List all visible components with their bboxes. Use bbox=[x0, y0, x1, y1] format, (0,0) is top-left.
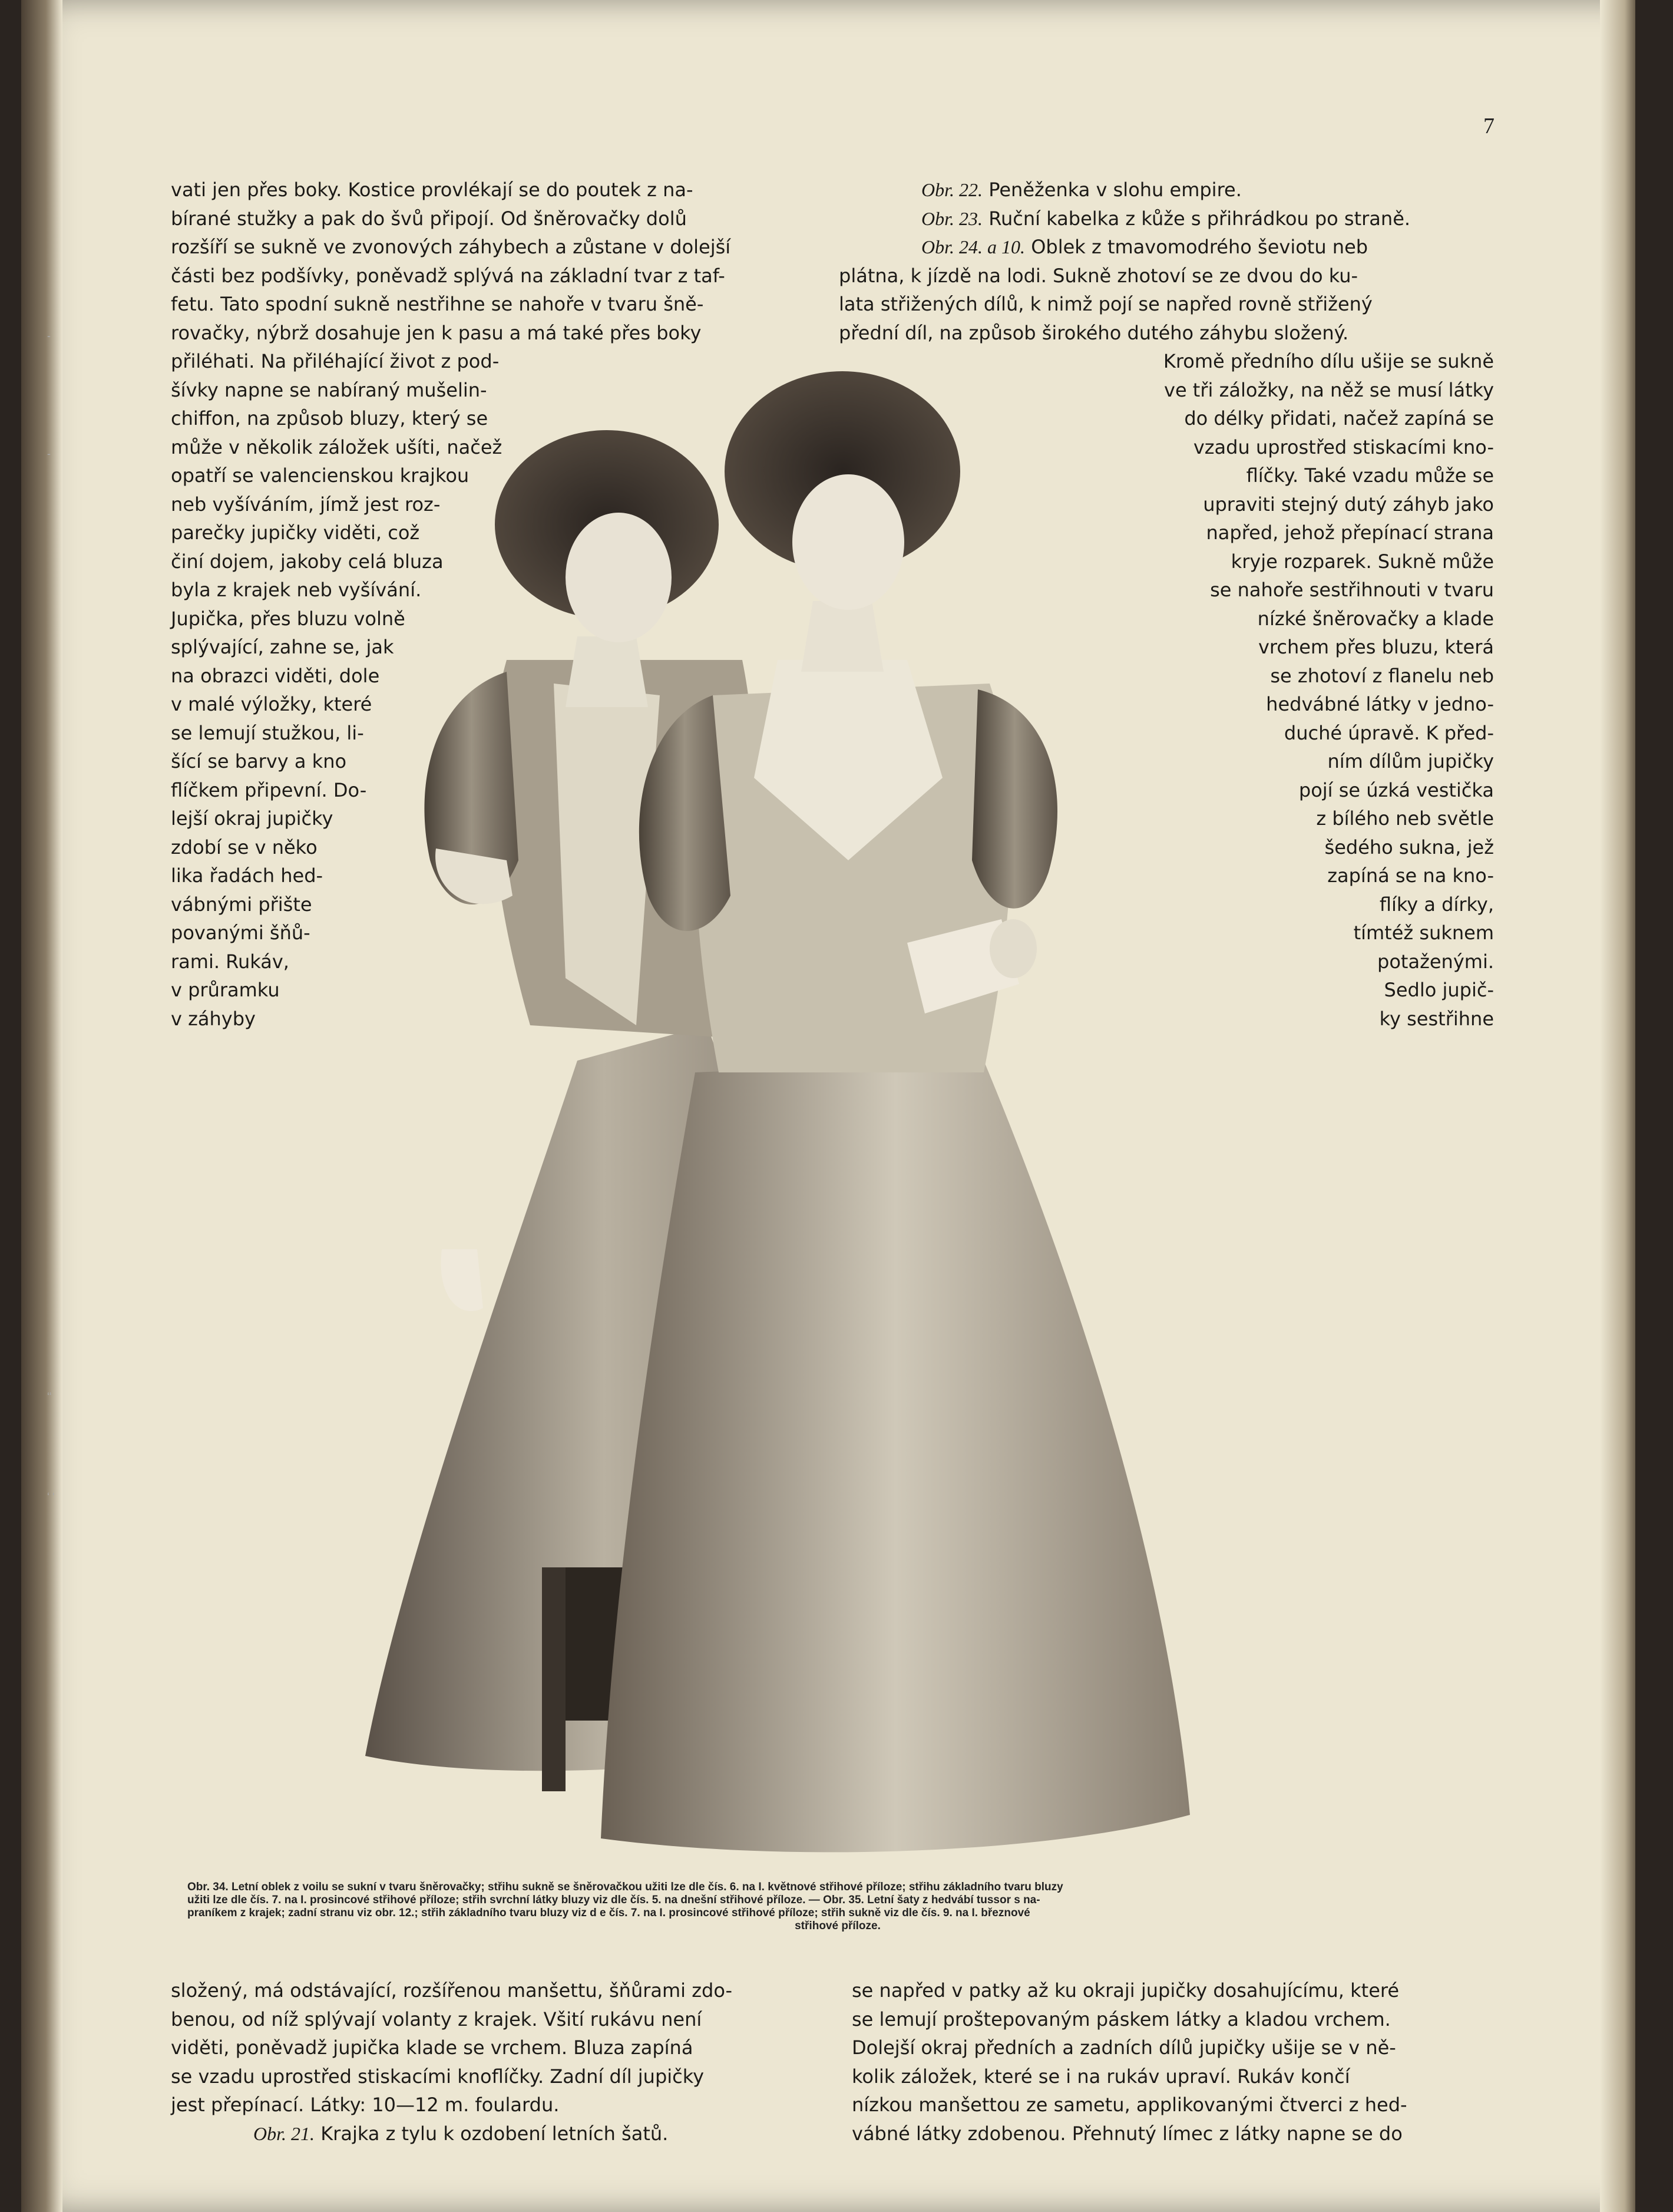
text-line: přední díl, na způsob širokého dutého záhybu složený. bbox=[839, 321, 1349, 344]
figure-description: Krajka z tylu k ozdobení letních šatů. bbox=[315, 2122, 669, 2145]
text-line: kolik záložek, které se i na rukáv upraví. Rukáv končí bbox=[852, 2065, 1350, 2088]
text-line: v průramku bbox=[171, 979, 280, 1001]
text-line: Kromě předního dílu ušije se sukně bbox=[1163, 350, 1494, 372]
text-line: flíčky. Také vzadu může se bbox=[1246, 464, 1494, 487]
text-line: neb vyšíváním, jímž jest roz- bbox=[171, 493, 441, 516]
text-line: Sedlo jupič- bbox=[1384, 979, 1494, 1001]
text-line: se napřed v patky až ku okraji jupičky dosahujícímu, které bbox=[852, 1979, 1400, 2002]
text-line: kryje rozparek. Sukně může bbox=[1231, 550, 1494, 573]
page-number: 7 bbox=[1483, 114, 1495, 138]
text-line: splývající, zahne se, jak bbox=[171, 636, 394, 658]
text-line: duché úpravě. K před- bbox=[1284, 721, 1494, 744]
text-line: hedvábné látky v jedno- bbox=[1266, 693, 1494, 715]
figure-reference bbox=[839, 204, 1494, 233]
text-line: benou, od níž splývají volanty z krajek. Všití rukávu není bbox=[171, 2008, 702, 2031]
text-line: zapíná se na kno- bbox=[1327, 864, 1494, 887]
text-line: do délky přidati, načež zapíná se bbox=[1184, 407, 1494, 430]
text-line: potaženými. bbox=[1377, 950, 1494, 973]
text-line: šívky napne se nabíraný mušelin- bbox=[171, 378, 487, 401]
text-line: přiléhati. Na přiléhající život z pod- bbox=[171, 350, 500, 372]
text-line: vrchem přes bluzu, která bbox=[1258, 636, 1494, 658]
text-line: zdobí se v něko bbox=[171, 836, 318, 859]
text-line: vati jen přes boky. Kostice provlékají se do poutek z na- bbox=[171, 179, 693, 201]
margin-mark: ‘ ‘ bbox=[47, 1491, 55, 1503]
text-line: se zhotoví z flanelu neb bbox=[1270, 664, 1494, 687]
caption-line: Obr. 34. Letní oblek z voilu se sukní v tvaru šněrovačky; střihu sukně se šněrovačkou užiti lze dle čís. 6. na I. květnové střihové příloze; střihu základního tvaru bluzy bbox=[187, 1881, 1063, 1893]
text-line: rozšíří se sukně ve zvonových záhybech a zůstane v dolejší bbox=[171, 236, 731, 258]
text-line: Jupička, přes bluzu volně bbox=[171, 607, 405, 630]
text-line: ve tři záložky, na něž se musí látky bbox=[1164, 378, 1494, 401]
margin-mark: ‘‘ bbox=[47, 1391, 52, 1402]
text-line: lika řadách hed- bbox=[171, 864, 323, 887]
text-line: z bílého neb světle bbox=[1316, 807, 1494, 830]
text-line: na obrazci viděti, dole bbox=[171, 664, 380, 687]
text-line: bírané stužky a pak do švů připojí. Od šněrovačky dolů bbox=[171, 207, 687, 230]
figure-label: Obr. 21. bbox=[253, 2122, 315, 2144]
text-line: ky sestřihne bbox=[1379, 1007, 1494, 1030]
text-line: flíky a dírky, bbox=[1379, 893, 1494, 916]
text-line: lejší okraj jupičky bbox=[171, 807, 333, 830]
text-line: šedého sukna, jež bbox=[1324, 836, 1494, 859]
text-line: nízkou manšettou ze sametu, applikovanými čtverci z hed- bbox=[852, 2094, 1407, 2116]
text-line: činí dojem, jakoby celá bluza bbox=[171, 550, 444, 573]
text-line: byla z krajek neb vyšívání. bbox=[171, 579, 422, 601]
figure-description: Ruční kabelka z kůže s přihrádkou po straně. bbox=[983, 207, 1411, 230]
text-line: chiffon, na způsob bluzy, který se bbox=[171, 407, 488, 430]
figure-reference bbox=[839, 176, 1494, 204]
caption-line: střihové příloze. bbox=[795, 1920, 881, 1932]
text-line: tímtéž suknem bbox=[1353, 922, 1494, 944]
text-line: šící se barvy a kno bbox=[171, 750, 347, 772]
figure-caption bbox=[187, 1881, 1488, 1933]
text-line: se nahoře sestřihnouti v tvaru bbox=[1210, 579, 1494, 601]
text-line: se vzadu uprostřed stiskacími knoflíčky. Zadní díl jupičky bbox=[171, 2065, 705, 2088]
text-line: lata střižených dílů, k nimž pojí se napřed rovně střižený bbox=[839, 293, 1373, 315]
text-line: parečky jupičky viděti, což bbox=[171, 521, 420, 544]
text-line: v malé výložky, které bbox=[171, 693, 372, 715]
text-line: se lemují proštepovaným páskem látky a kladou vrchem. bbox=[852, 2008, 1391, 2031]
text-line: rami. Rukáv, bbox=[171, 950, 289, 973]
text-line: opatří se valencienskou krajkou bbox=[171, 464, 470, 487]
text-line: upraviti stejný dutý záhyb jako bbox=[1203, 493, 1494, 516]
page-edge bbox=[1600, 0, 1635, 2212]
bottom-left-text bbox=[171, 1976, 820, 2148]
text-line: Dolejší okraj předních a zadních dílů jupičky ušije se v ně- bbox=[852, 2036, 1396, 2059]
text-line: vábné látky zdobenou. Přehnutý límec z látky napne se do bbox=[852, 2122, 1403, 2145]
text-line: v záhyby bbox=[171, 1007, 256, 1030]
text-line: povanými šňů- bbox=[171, 922, 310, 944]
text-line: vábnými přište bbox=[171, 893, 312, 916]
text-line: složený, má odstávající, rozšířenou manšettu, šňůrami zdo- bbox=[171, 1979, 733, 2002]
margin-mark: - bbox=[47, 330, 51, 342]
left-column-text bbox=[171, 176, 835, 1033]
text-line: plátna, k jízdě na lodi. Sukně zhotoví se ze dvou do ku- bbox=[839, 264, 1358, 287]
text-line: fetu. Tato spodní sukně nestřihne se nahoře v tvaru šně- bbox=[171, 293, 704, 315]
text-line: rovačky, nýbrž dosahuje jen k pasu a má také přes boky bbox=[171, 321, 702, 344]
caption-line: užiti lze dle čís. 7. na I. prosincové střihové příloze; střih svrchní látky bluzy viz dle čís. 5. na dnešní střihové příloze. — Obr. 35. Letní šaty z hedvábí tussor s na- bbox=[187, 1894, 1040, 1906]
text-line: viděti, poněvadž jupička klade se vrchem. Bluza zapíná bbox=[171, 2036, 693, 2059]
figure-description: Oblek z tmavomodrého ševiotu neb bbox=[1025, 236, 1368, 258]
text-line: flíčkem připevní. Do- bbox=[171, 778, 367, 801]
binding-gutter bbox=[21, 0, 62, 2212]
text-line: vzadu uprostřed stiskacími kno- bbox=[1193, 435, 1494, 458]
text-line: části bez podšívky, poněvadž splývá na základní tvar z taf- bbox=[171, 264, 725, 287]
figure-reference bbox=[839, 233, 1494, 262]
text-line: napřed, jehož přepínací strana bbox=[1206, 521, 1494, 544]
text-line: jest přepínací. Látky: 10—12 m. foulardu. bbox=[171, 2094, 560, 2116]
figure-label: Obr. 24. a 10. bbox=[921, 236, 1026, 257]
caption-line: praníkem z krajek; zadní stranu viz obr. 12.; střih základního tvaru bluzy viz d e čís. 7. na I. prosincové střihové příloze; střih sukně viz dle čís. 9. na I. březnové bbox=[187, 1907, 1030, 1919]
text-line: ním dílům jupičky bbox=[1327, 750, 1494, 772]
text-line: může v několik záložek ušíti, načež bbox=[171, 435, 502, 458]
figure-reference bbox=[171, 2119, 820, 2148]
figure-description: Peněženka v slohu empire. bbox=[983, 179, 1242, 201]
right-column-text bbox=[839, 176, 1494, 1033]
figure-label: Obr. 22. bbox=[921, 179, 983, 200]
text-line: pojí se úzká vestička bbox=[1298, 778, 1494, 801]
margin-mark: - bbox=[47, 448, 51, 460]
text-line: nízké šněrovačky a klade bbox=[1257, 607, 1494, 630]
text-line: se lemují stužkou, li- bbox=[171, 721, 364, 744]
bottom-right-text bbox=[852, 1976, 1488, 2148]
figure-label: Obr. 23. bbox=[921, 207, 983, 229]
